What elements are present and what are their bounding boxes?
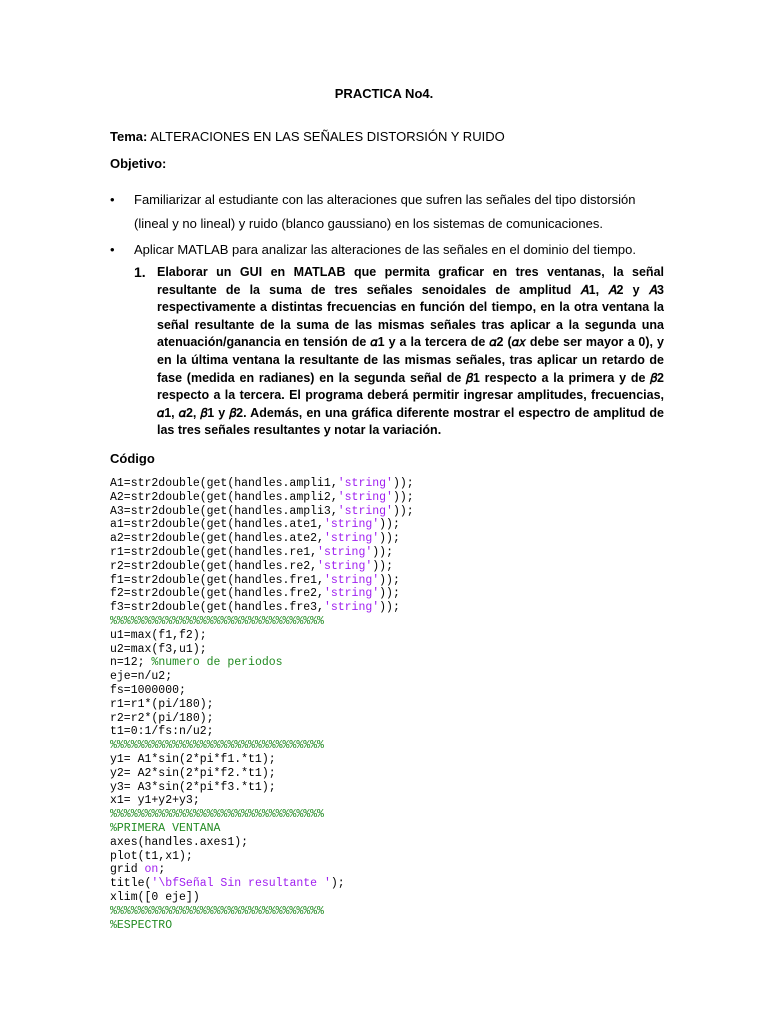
objective-bullet-1 [110,188,670,236]
code-token: )); [379,573,400,587]
code-line [110,850,414,864]
code-token: r1=r1*(pi/180); [110,697,214,711]
code-line [110,656,414,670]
code-token: eje=n/u2; [110,670,173,684]
tema-label: Tema: [110,129,148,144]
code-line [110,546,414,560]
code-token: )); [379,601,400,615]
code-token: u1=max(f1,f2); [110,628,207,642]
code-token: )); [379,587,400,601]
bullet-icon: • [110,242,115,257]
code-token: u2=max(f3,u1); [110,642,207,656]
code-line [110,629,414,643]
numbered-item-1 [134,264,664,440]
code-token: )); [392,490,414,504]
code-token: 'string' [323,601,380,615]
code-token: 'string' [323,573,380,587]
code-line [110,905,414,919]
code-line [110,863,414,877]
code-line [110,615,414,629]
code-token: grid [110,863,145,877]
code-token: fs=1000000; [110,683,186,697]
code-token: %%%%%%%%%%%%%%%%%%%%%%%%%%%%%%% [110,614,324,628]
code-line [110,560,414,574]
code-line [110,725,414,739]
code-token: A3=str2double(get(handles.ampli3, [110,504,338,518]
code-token: title( [110,877,152,891]
codigo-heading: Código [110,451,155,466]
code-token: f3=str2double(get(handles.fre3, [110,601,324,615]
code-token: 'string' [323,532,380,546]
tema-line [110,129,505,144]
code-token: f2=str2double(get(handles.fre2, [110,587,324,601]
code-token: r1=str2double(get(handles.re1, [110,545,318,559]
code-line [110,518,414,532]
code-token: )); [379,518,400,532]
code-token: A2=str2double(get(handles.ampli2, [110,490,338,504]
objetivo-heading: Objetivo: [110,156,167,171]
code-line [110,505,414,519]
code-line [110,670,414,684]
code-token: ); [330,877,345,891]
item-number: 1. [134,264,146,280]
code-token: %%%%%%%%%%%%%%%%%%%%%%%%%%%%%%% [110,808,324,822]
code-token: plot(t1,x1); [110,849,193,863]
code-line [110,767,414,781]
code-token: 'string' [317,559,373,573]
code-token: t1=0:1/fs:n/u2; [110,725,214,739]
code-token: a2=str2double(get(handles.ate2, [110,532,324,546]
code-line [110,587,414,601]
code-line [110,532,414,546]
code-token: y2= A2*sin(2*pi*f2.*t1); [110,766,276,780]
code-token: y3= A3*sin(2*pi*f3.*t1); [110,780,276,794]
code-token: %%%%%%%%%%%%%%%%%%%%%%%%%%%%%%% [110,739,324,753]
code-token: 'string' [323,518,380,532]
code-line [110,712,414,726]
code-token: axes(handles.axes1); [110,835,249,849]
code-line [110,836,414,850]
code-token: r2=str2double(get(handles.re2, [110,559,318,573]
code-line [110,643,414,657]
bullet-text: Familiarizar al estudiante con las alteraciones que sufren las señales del tipo distorsión (lineal y no lineal) y ruido (blanco gaussiano) en los sistemas de comunicaciones. [134,192,636,231]
objective-bullet-2 [110,238,670,262]
code-line [110,491,414,505]
code-token: )); [392,477,414,490]
code-token: %ESPECTRO [110,918,173,932]
code-line [110,822,414,836]
item-text: Elaborar un GUI en MATLAB que permita graficar en tres ventanas, la señal resultante de la suma de tres señales senoidales de amplitud 𝐴1, 𝐴2 y 𝐴3 respectivamente a distintas frecuencias en función del tiempo, en la otra ventana la señal resultante de la suma de las mismas señales tras aplicar a la segunda una atenuación/ganancia en tensión de 𝛼1 y a la tercera de 𝛼2 (𝛼𝑥 debe ser mayor a 0), y en la última ventana la resultante de las mismas señales, tras aplicar un retardo de fase (medida en radianes) en la segunda señal de 𝛽1 respecto a la primera y de 𝛽2 respecto a la tercera. El programa deberá permitir ingresar amplitudes, frecuencias, 𝛼1, 𝛼2, 𝛽1 y 𝛽2. Además, en una gráfica diferente mostrar el espectro de amplitud de las tres señales resultantes y notar la variación. [157,265,664,438]
code-token: xlim([0 eje]) [110,890,200,904]
code-token: %numero de periodos [151,656,283,670]
code-token: %%%%%%%%%%%%%%%%%%%%%%%%%%%%%%% [110,904,324,918]
code-token: 'string' [337,490,393,504]
code-token: )); [392,504,414,518]
code-line [110,877,414,891]
code-token: A1=str2double(get(handles.ampli1, [110,477,338,490]
code-line [110,919,414,933]
code-token: ; [158,863,166,877]
code-token: 'string' [323,587,380,601]
code-block [110,477,414,932]
code-token: a1=str2double(get(handles.ate1, [110,518,324,532]
code-line [110,781,414,795]
code-line [110,684,414,698]
code-line [110,477,414,491]
code-line [110,698,414,712]
code-token: '\bfSeñal Sin resultante ' [151,877,331,891]
code-line [110,753,414,767]
code-token: f1=str2double(get(handles.fre1, [110,573,324,587]
code-line [110,601,414,615]
bullet-text: Aplicar MATLAB para analizar las alteraciones de las señales en el dominio del tiempo. [134,242,636,257]
code-token: %PRIMERA VENTANA [110,821,221,835]
bullet-icon: • [110,192,115,207]
code-token: x1= y1+y2+y3; [110,794,200,808]
code-token: on [144,863,159,877]
tema-text: ALTERACIONES EN LAS SEÑALES DISTORSIÓN Y RUIDO [147,129,505,144]
code-token: )); [372,545,393,559]
code-token: r2=r2*(pi/180); [110,711,214,725]
code-token: y1= A1*sin(2*pi*f1.*t1); [110,752,276,766]
code-token: 'string' [337,477,393,490]
code-line [110,794,414,808]
page-title: PRACTICA No4. [334,86,434,101]
code-token: )); [372,559,393,573]
code-token: 'string' [337,504,393,518]
code-token: )); [379,532,400,546]
code-line [110,891,414,905]
code-line [110,808,414,822]
code-line [110,574,414,588]
code-token: n=12; [110,656,152,670]
code-line [110,739,414,753]
code-token: 'string' [317,545,373,559]
